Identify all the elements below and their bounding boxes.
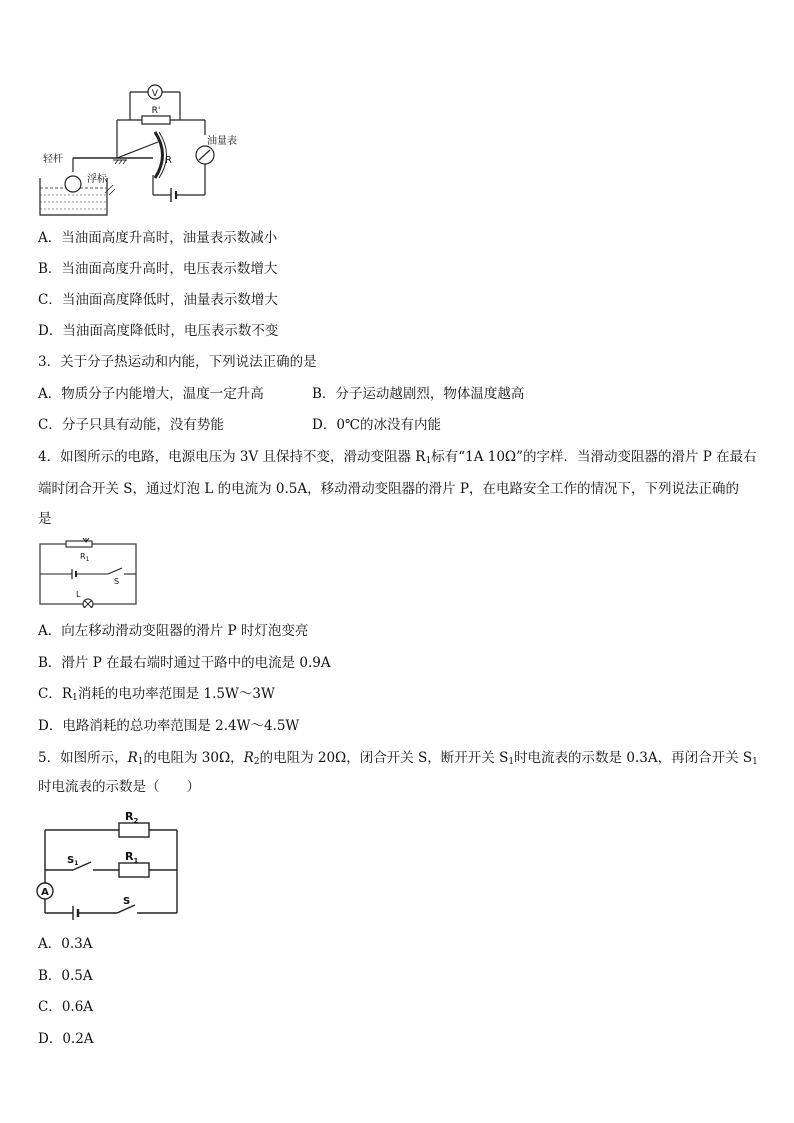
q4-option-d: D．电路消耗的总功率范围是 2.4W～4.5W (38, 718, 300, 734)
svg-text:R2: $R_2$ (125, 810, 139, 825)
q5-circuit-diagram (35, 808, 185, 923)
svg-text:L: L (76, 590, 81, 599)
svg-text:S: S (123, 896, 131, 907)
q2-option-a: A．当油面高度升高时，油量表示数减小 (38, 230, 278, 246)
q3-option-d: D．0℃的冰没有内能 (312, 417, 442, 433)
oil-gauge-circuit-diagram (35, 80, 255, 220)
float-icon (65, 176, 81, 192)
q4-circuit-diagram (36, 538, 141, 608)
q2-option-d: D．当油面高度降低时，电压表示数不变 (38, 323, 279, 339)
q4-stem-line2: 端时闭合开关 S，通过灯泡 L 的电流为 0.5A，移动滑动变阻器的滑片 P，在电路安全工作的情况下，下列说法正确的 (38, 481, 739, 497)
resistor-r2 (119, 823, 149, 837)
svg-text:R1: $R_1$ (125, 850, 139, 865)
svg-text:V: V (151, 89, 159, 99)
q3-option-b: B．分子运动越剧烈，物体温度越高 (312, 386, 525, 402)
q4-option-c: C．$R_1$消耗的电功率范围是 1.5W～3W (38, 686, 275, 703)
q4-option-a: A．向左移动滑动变阻器的滑片 P 时灯泡变亮 (38, 623, 309, 639)
svg-text:R1: $R_1$ (80, 552, 90, 563)
q5-stem-line1: 5．如图所示，$R_1$的电阻为 30Ω，$R_2$的电阻为 20Ω，闭合开关 S，断开开关 $S_1$时电流表的示数是 0.3A，再闭合开关 $S_1$ (38, 750, 758, 767)
q3-option-c: C．分子只具有动能，没有势能 (38, 417, 224, 433)
q5-option-d: D．0.2A (38, 1031, 94, 1047)
q2-option-c: C．当油面高度降低时，油量表示数增大 (38, 292, 278, 308)
svg-text:S1: $S_1$ (67, 855, 79, 867)
q5-stem-line2: 时电流表的示数是（ ） (38, 779, 200, 795)
svg-text:A: A (41, 887, 49, 898)
q4-stem-line3: 是 (38, 511, 52, 527)
q5-option-c: C．0.6A (38, 999, 94, 1015)
q3-stem: 3．关于分子热运动和内能，下列说法正确的是 (38, 354, 317, 370)
svg-text:S: S (114, 577, 120, 586)
resistor-r-prime (142, 116, 170, 124)
q5-option-b: B．0.5A (38, 968, 93, 984)
svg-text:R': R' (151, 106, 161, 116)
svg-text:R: R (165, 155, 172, 166)
svg-text:轻杆: 轻杆 (43, 154, 63, 165)
q5-option-a: A．0.3A (38, 936, 93, 952)
svg-text:浮标: 浮标 (87, 174, 107, 185)
q3-option-a: A．物质分子内能增大，温度一定升高 (38, 386, 264, 402)
q4-option-b: B．滑片 P 在最右端时通过干路中的电流是 0.9A (38, 655, 331, 671)
svg-text:油量表: 油量表 (207, 136, 237, 147)
resistor-r1 (119, 863, 149, 877)
q4-stem-line1: 4．如图所示的电路，电源电压为 3V 且保持不变，滑动变阻器 $R_1$标有“1A 10Ω”的字样．当滑动变阻器的滑片 P 在最右 (38, 449, 757, 466)
q2-option-b: B．当油面高度升高时，电压表示数增大 (38, 261, 278, 277)
rheostat-r1 (66, 541, 92, 547)
